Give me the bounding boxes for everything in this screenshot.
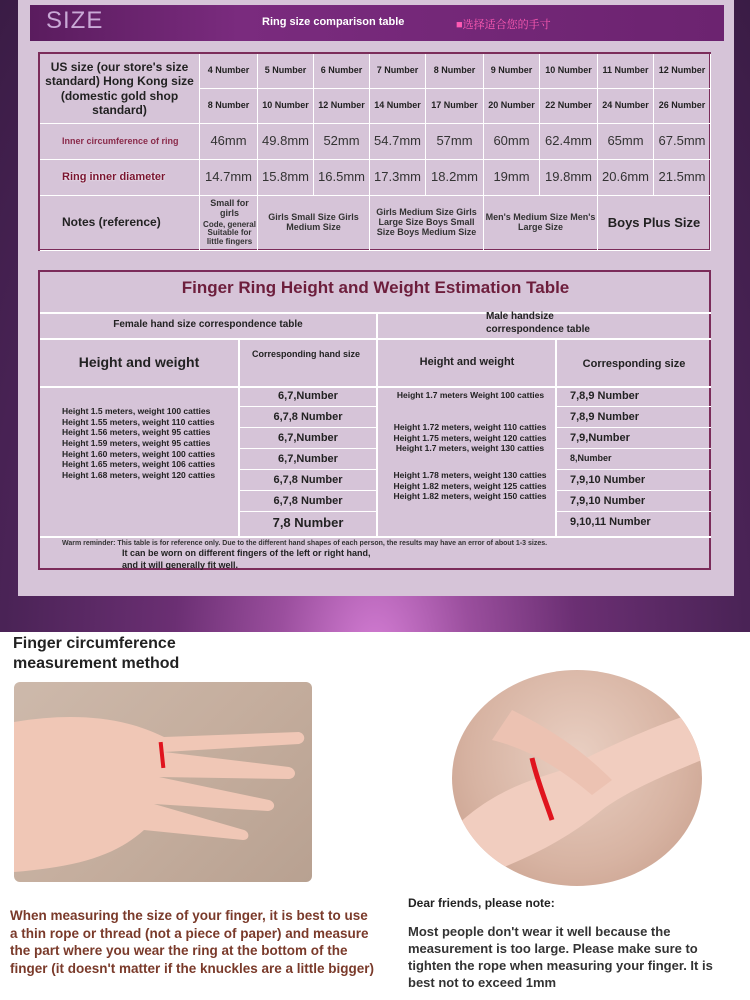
us-size-cell: 11 Number <box>598 54 654 89</box>
note-boys-plus: Boys Plus Size <box>598 196 711 251</box>
header-title: Ring size comparison table <box>262 16 405 28</box>
female-size-value: 6,7,8 Number <box>273 495 343 507</box>
diameter-label: Ring inner diameter <box>40 160 200 196</box>
hand-photo-right <box>452 670 702 886</box>
us-size-cell: 9 Number <box>484 54 540 89</box>
circumference-cell: 52mm <box>314 124 370 160</box>
hk-size-cell: 20 Number <box>484 89 540 124</box>
title-line-2: measurement method <box>13 655 180 672</box>
note-general-text: Code, general Suitable for little fingers <box>203 219 256 247</box>
us-size-cell: 7 Number <box>370 54 426 89</box>
male-size-value: 7,8,9 Number <box>570 411 640 423</box>
circumference-cell: 46mm <box>200 124 258 160</box>
hand-illustration-left <box>14 682 312 882</box>
hw-row-divider <box>238 427 376 428</box>
female-size-value: 6,7,Number <box>278 432 338 444</box>
hk-size-cell: 17 Number <box>426 89 484 124</box>
male-size-value: 7,9,Number <box>570 432 630 444</box>
diameter-cell: 14.7mm <box>200 160 258 196</box>
hw-divider <box>40 536 711 538</box>
us-size-cell: 5 Number <box>258 54 314 89</box>
diameter-cell: 16.5mm <box>314 160 370 196</box>
diameter-cell: 19mm <box>484 160 540 196</box>
col-size-male: Corresponding size <box>582 358 686 370</box>
hk-size-cell: 12 Number <box>314 89 370 124</box>
measurement-note: Most people don't wear it well because the measurement is too large. Please make sure to tighten the rope when measuring your finger. It is best not to exceed 1mm <box>408 924 713 990</box>
female-size-value: 6,7,Number <box>278 453 338 465</box>
wear-note: It can be worn on different fingers of the left or right hand, and it will generally fit well. <box>122 548 371 570</box>
size-logo: SIZE <box>46 7 104 34</box>
hw-row-divider <box>557 511 711 512</box>
us-size-cell: 8 Number <box>426 54 484 89</box>
hk-size-cell: 14 Number <box>370 89 426 124</box>
circumference-cell: 49.8mm <box>258 124 314 160</box>
ring-size-table <box>38 52 711 251</box>
note-mens-medium-large: Men's Medium Size Men's Large Size <box>484 196 598 251</box>
col-height-weight-female: Height and weight <box>78 354 200 370</box>
hw-row-divider <box>238 490 376 491</box>
circumference-cell: 57mm <box>426 124 484 160</box>
note-heading: Dear friends, please note: <box>408 896 555 910</box>
hw-row-divider <box>557 469 711 470</box>
note-small-girls-text: Small for girls <box>210 197 249 218</box>
hw-row-divider <box>238 469 376 470</box>
us-size-cell: 12 Number <box>654 54 711 89</box>
male-size-value: 7,9,10 Number <box>570 495 646 507</box>
height-weight-table <box>38 270 711 570</box>
diameter-cell: 15.8mm <box>258 160 314 196</box>
male-size-value: 9,10,11 Number <box>570 516 651 528</box>
circumference-cell: 60mm <box>484 124 540 160</box>
female-size-value: 6,7,8 Number <box>273 474 343 486</box>
male-header: Male handsize correspondence table <box>486 311 590 335</box>
female-height-weight-list: Height 1.5 meters, weight 100 catties Height 1.55 meters, weight 110 catties Height 1.56 meters, weight 95 catties Height 1.59 meters, weight 95 catties Height 1.60 meters, weight 100 catties Height 1.65 meters, weight 106 catties Height 1.68 meters, weight 120 catties <box>62 406 216 480</box>
hw-row-divider <box>238 448 376 449</box>
col-height-weight-male: Height and weight <box>419 356 515 368</box>
female-size-value: 6,7,Number <box>278 390 338 402</box>
female-size-value: 6,7,8 Number <box>273 411 343 423</box>
header-subtitle: ■选择适合您的手寸 <box>456 19 551 31</box>
female-size-value: 7,8 Number <box>272 515 344 530</box>
note-girls-small-medium: Girls Small Size Girls Medium Size <box>258 196 370 251</box>
us-size-cell: 10 Number <box>540 54 598 89</box>
diameter-cell: 21.5mm <box>654 160 711 196</box>
diameter-cell: 19.8mm <box>540 160 598 196</box>
diameter-cell: 20.6mm <box>598 160 654 196</box>
hand-illustration-right <box>452 670 702 886</box>
circumference-label: Inner circumference of ring <box>40 124 200 160</box>
hk-size-cell: 10 Number <box>258 89 314 124</box>
hk-size-cell: 24 Number <box>598 89 654 124</box>
hk-size-cell: 26 Number <box>654 89 711 124</box>
hw-table-title: Finger Ring Height and Weight Estimation Table <box>181 278 570 297</box>
hw-row-divider <box>557 427 711 428</box>
male-height-weight-b: Height 1.78 meters, weight 130 catties Height 1.82 meters, weight 125 catties Height 1.82 meters, weight 150 catties <box>393 470 547 502</box>
hw-row-divider <box>238 511 376 512</box>
notes-label: Notes (reference) <box>40 196 200 251</box>
header-bar <box>30 5 724 41</box>
male-row-1: Height 1.7 meters Weight 100 catties <box>396 390 545 400</box>
circumference-cell: 54.7mm <box>370 124 426 160</box>
circumference-cell: 62.4mm <box>540 124 598 160</box>
hk-size-cell: 8 Number <box>200 89 258 124</box>
male-size-value: 7,9,10 Number <box>570 474 646 486</box>
us-size-cell: 6 Number <box>314 54 370 89</box>
female-header: Female hand size correspondence table <box>113 319 303 330</box>
hw-row-divider <box>238 406 376 407</box>
male-height-weight-a: Height 1.72 meters, weight 110 catties Height 1.75 meters, weight 120 catties Height 1.7 meters, weight 130 catties <box>393 422 547 454</box>
note-girls-medium-large: Girls Medium Size Girls Large Size Boys Small Size Boys Medium Size <box>370 196 484 251</box>
measurement-instructions: When measuring the size of your finger, it is best to use a thin rope or thread (not a piece of paper) and measure the part where you wear the ring at the bottom of the finger (it doesn't matter if the knuckles are a little bigger) <box>10 908 375 976</box>
hand-photo-left <box>14 682 312 882</box>
us-size-cell: 4 Number <box>200 54 258 89</box>
hw-row-divider <box>557 448 711 449</box>
hw-row-divider <box>557 490 711 491</box>
hw-row-divider <box>557 406 711 407</box>
diameter-cell: 18.2mm <box>426 160 484 196</box>
title-line-1: Finger circumference <box>13 635 176 652</box>
circumference-cell: 67.5mm <box>654 124 711 160</box>
warm-reminder: Warm reminder: This table is for reference only. Due to the different hand shapes of each person, the results may have an error of about 1-3 sizes. <box>62 540 548 547</box>
diameter-cell: 17.3mm <box>370 160 426 196</box>
size-standard-label: US size (our store's size standard) Hong Kong size (domestic gold shop standard) <box>40 54 200 124</box>
male-size-value: 7,8,9 Number <box>570 390 640 402</box>
col-hand-size-female: Corresponding hand size <box>252 349 361 359</box>
note-small-girls <box>200 196 258 251</box>
hw-divider <box>376 312 378 538</box>
circumference-cell: 65mm <box>598 124 654 160</box>
hk-size-cell: 22 Number <box>540 89 598 124</box>
measurement-method-title <box>13 634 179 674</box>
male-size-value: 8,Number <box>570 453 612 463</box>
